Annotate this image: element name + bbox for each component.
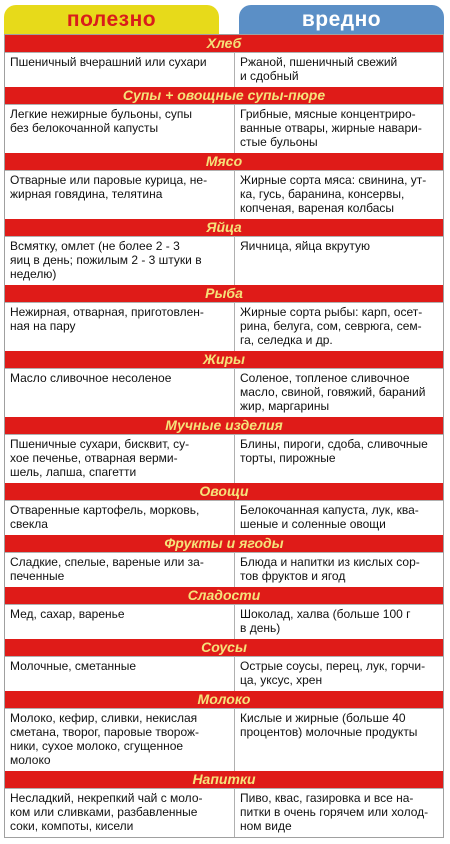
useful-cell: Несладкий, некрепкий чай с моло- ком или сливками, разбавленные соки, компоты, кисели [5, 789, 235, 837]
harmful-cell: Пиво, квас, газировка и все на- питки в очень горячем или холод- ном виде [240, 791, 429, 833]
category-row [5, 236, 443, 285]
category-header: Рыба [5, 285, 443, 302]
category-header: Мясо [5, 153, 443, 170]
category-header: Хлеб [5, 35, 443, 52]
category-header: Фрукты и ягоды [5, 535, 443, 552]
harmful-cell: Соленое, топленое сливочное масло, свиной, говяжий, бараний жир, маргарины [240, 371, 426, 413]
category-header: Молоко [5, 691, 443, 708]
category-row [5, 434, 443, 483]
useful-cell: Отварные или паровые курица, не- жирная говядина, телятина [5, 171, 235, 219]
useful-cell: Пшеничные сухари, бисквит, су- хое печенье, отварная верми- шель, лапша, спагетти [5, 435, 235, 483]
harmful-cell: Кислые и жирные (больше 40 процентов) молочные продукты [240, 711, 418, 739]
category-header: Соусы [5, 639, 443, 656]
harmful-cell: Яичница, яйца вкрутую [240, 239, 371, 253]
category-row [5, 656, 443, 691]
useful-cell: Молочные, сметанные [5, 657, 235, 691]
harmful-cell: Блины, пироги, сдоба, сливочные торты, пирожные [240, 437, 428, 465]
category-header: Напитки [5, 771, 443, 788]
category-header: Мучные изделия [5, 417, 443, 434]
category-row [5, 104, 443, 153]
category-row [5, 604, 443, 639]
category-header: Жиры [5, 351, 443, 368]
harmful-cell: Блюда и напитки из кислых сор- тов фруктов и ягод [240, 555, 420, 583]
useful-cell: Нежирная, отварная, приготовлен- ная на пару [5, 303, 235, 351]
useful-cell: Молоко, кефир, сливки, некислая сметана, творог, паровые творож- ники, сухое молоко, сгущенное молоко [5, 709, 235, 771]
harmful-cell: Белокочанная капуста, лук, ква- шеные и соленные овощи [240, 503, 419, 531]
useful-cell: Пшеничный вчерашний или сухари [5, 53, 235, 87]
harmful-cell: Грибные, мясные концентриро- ванные отвары, жирные навари- стые бульоны [240, 107, 422, 149]
useful-cell: Мед, сахар, варенье [5, 605, 235, 639]
food-table [4, 34, 444, 838]
category-row [5, 170, 443, 219]
category-row [5, 552, 443, 587]
category-row [5, 368, 443, 417]
harmful-cell: Жирные сорта мяса: свинина, ут- ка, гусь, баранина, консервы, копченая, вареная колбасы [240, 173, 427, 215]
harmful-cell: Ржаной, пшеничный свежий и сдобный [240, 55, 398, 83]
category-row [5, 52, 443, 87]
harmful-cell: Шоколад, халва (больше 100 г в день) [240, 607, 411, 635]
category-header: Сладости [5, 587, 443, 604]
category-header: Супы + овощные супы-пюре [5, 87, 443, 104]
header-harmful: вредно [239, 5, 444, 34]
useful-cell: Легкие нежирные бульоны, супы без белокочанной капусты [5, 105, 235, 153]
harmful-cell: Жирные сорта рыбы: карп, осет- рина, белуга, сом, севрюга, сем- га, селедка и др. [240, 305, 423, 347]
useful-cell: Отваренные картофель, морковь, свекла [5, 501, 235, 535]
useful-cell: Масло сливочное несоленое [5, 369, 235, 417]
category-header: Яйца [5, 219, 443, 236]
column-headers [0, 0, 450, 34]
category-row [5, 302, 443, 351]
category-row [5, 708, 443, 771]
header-useful: полезно [4, 5, 219, 34]
category-header: Овощи [5, 483, 443, 500]
category-row [5, 500, 443, 535]
useful-cell: Всмятку, омлет (не более 2 - 3 яиц в день; пожилым 2 - 3 штуки в неделю) [5, 237, 235, 285]
harmful-cell: Острые соусы, перец, лук, горчи- ца, уксус, хрен [240, 659, 426, 687]
useful-cell: Сладкие, спелые, вареные или за- печенные [5, 553, 235, 587]
category-row [5, 788, 443, 837]
